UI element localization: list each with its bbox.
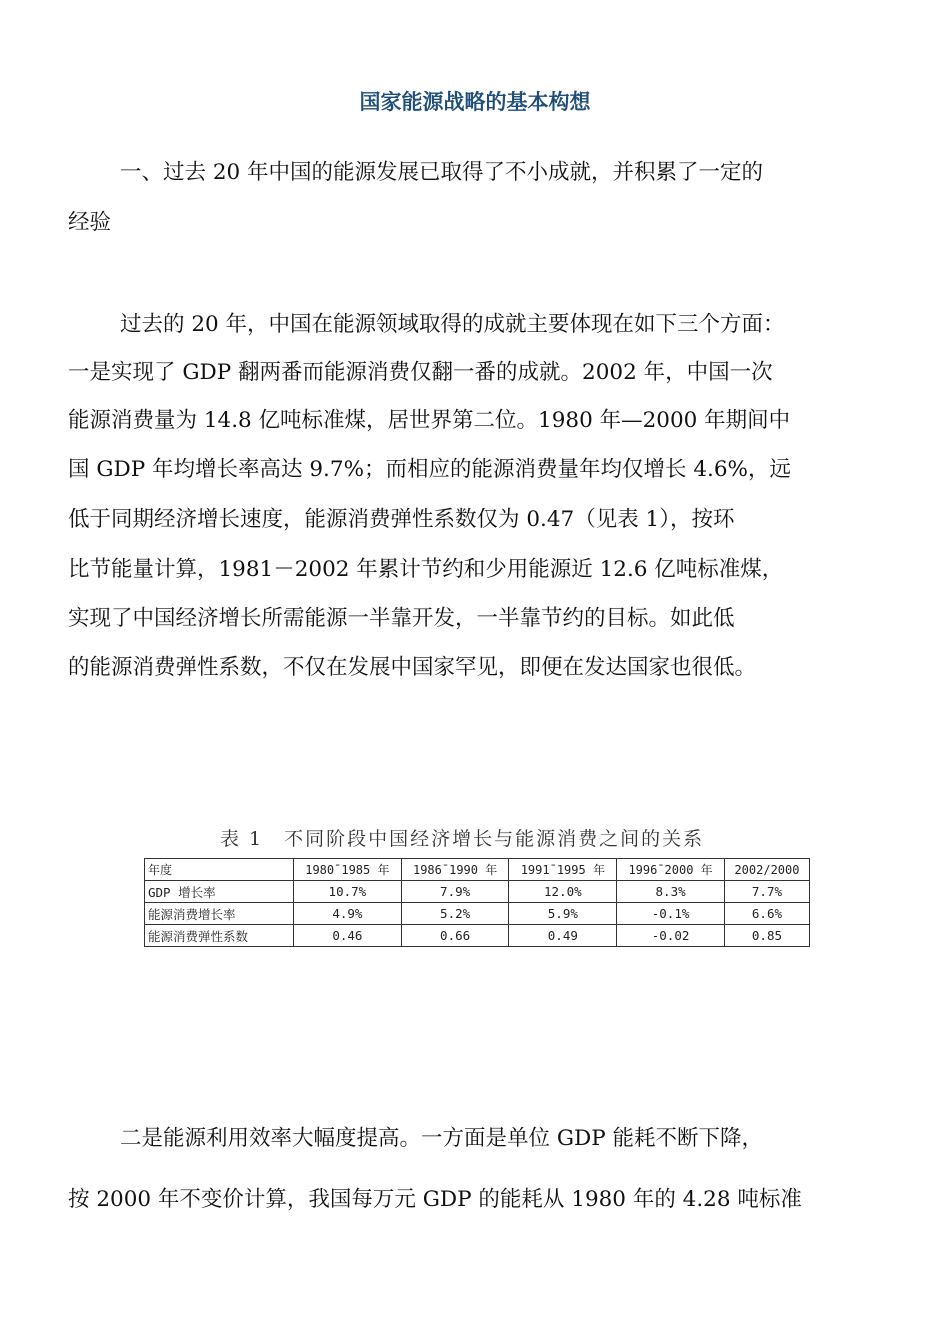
table-cell: 7.9% bbox=[401, 881, 509, 903]
energy-growth-table bbox=[144, 858, 810, 947]
table-header-cell: 1991¯1995 年 bbox=[509, 859, 617, 881]
table-cell: 12.0% bbox=[509, 881, 617, 903]
table-row-label: GDP 增长率 bbox=[145, 881, 294, 903]
table-cell: 0.85 bbox=[724, 925, 809, 947]
table-cell: 0.49 bbox=[509, 925, 617, 947]
paragraph-1-line-1: 过去的 20 年，中国在能源领域取得的成就主要体现在如下三个方面： bbox=[120, 312, 785, 337]
paragraph-1-line-7: 实现了中国经济增长所需能源一半靠开发，一半靠节约的目标。如此低 bbox=[68, 606, 735, 631]
table-caption: 表 1 不同阶段中国经济增长与能源消费之间的关系 bbox=[220, 828, 705, 850]
paragraph-1-line-3: 能源消费量为 14.8 亿吨标准煤，居世界第二位。1980 年—2000 年期间中 bbox=[68, 408, 791, 433]
table-row-label: 能源消费增长率 bbox=[145, 903, 294, 925]
paragraph-2-line-1: 二是能源利用效率大幅度提高。一方面是单位 GDP 能耗不断下降， bbox=[120, 1126, 764, 1151]
table-header-cell: 1986¯1990 年 bbox=[401, 859, 509, 881]
table-header-cell: 1996¯2000 年 bbox=[617, 859, 725, 881]
section-heading-line-1: 一、过去 20 年中国的能源发展已取得了不小成就，并积累了一定的 bbox=[120, 160, 764, 185]
table-cell: 0.46 bbox=[294, 925, 402, 947]
table-cell: -0.02 bbox=[617, 925, 725, 947]
table-row bbox=[145, 881, 810, 903]
table-cell: 5.2% bbox=[401, 903, 509, 925]
table-row bbox=[145, 925, 810, 947]
table-header-cell: 1980¯1985 年 bbox=[294, 859, 402, 881]
table-cell: 0.66 bbox=[401, 925, 509, 947]
table-cell: 8.3% bbox=[617, 881, 725, 903]
paragraph-1-line-5: 低于同期经济增长速度，能源消费弹性系数仅为 0.47（见表 1），按环 bbox=[68, 507, 735, 532]
table-row-label: 能源消费弹性系数 bbox=[145, 925, 294, 947]
table-row bbox=[145, 903, 810, 925]
table-header-row bbox=[145, 859, 810, 881]
table-cell: 5.9% bbox=[509, 903, 617, 925]
paragraph-1-line-2: 一是实现了 GDP 翻两番而能源消费仅翻一番的成就。2002 年，中国一次 bbox=[68, 360, 773, 385]
section-heading-line-2: 经验 bbox=[68, 210, 112, 235]
page-title: 国家能源战略的基本构想 bbox=[359, 90, 591, 114]
table-cell: -0.1% bbox=[617, 903, 725, 925]
paragraph-1-line-4: 国 GDP 年均增长率高达 9.7%；而相应的能源消费量年均仅增长 4.6%，远 bbox=[68, 457, 791, 482]
paragraph-1-line-6: 比节能量计算，1981－2002 年累计节约和少用能源近 12.6 亿吨标准煤， bbox=[68, 557, 784, 582]
table-header-cell: 年度 bbox=[145, 859, 294, 881]
paragraph-1-line-8: 的能源消费弹性系数，不仅在发展中国家罕见，即便在发达国家也很低。 bbox=[68, 655, 757, 680]
table-header-cell: 2002/2000 bbox=[724, 859, 809, 881]
table-cell: 6.6% bbox=[724, 903, 809, 925]
table-cell: 7.7% bbox=[724, 881, 809, 903]
paragraph-2-line-2: 按 2000 年不变价计算，我国每万元 GDP 的能耗从 1980 年的 4.28 吨标准 bbox=[68, 1187, 802, 1212]
table-cell: 10.7% bbox=[294, 881, 402, 903]
table-cell: 4.9% bbox=[294, 903, 402, 925]
